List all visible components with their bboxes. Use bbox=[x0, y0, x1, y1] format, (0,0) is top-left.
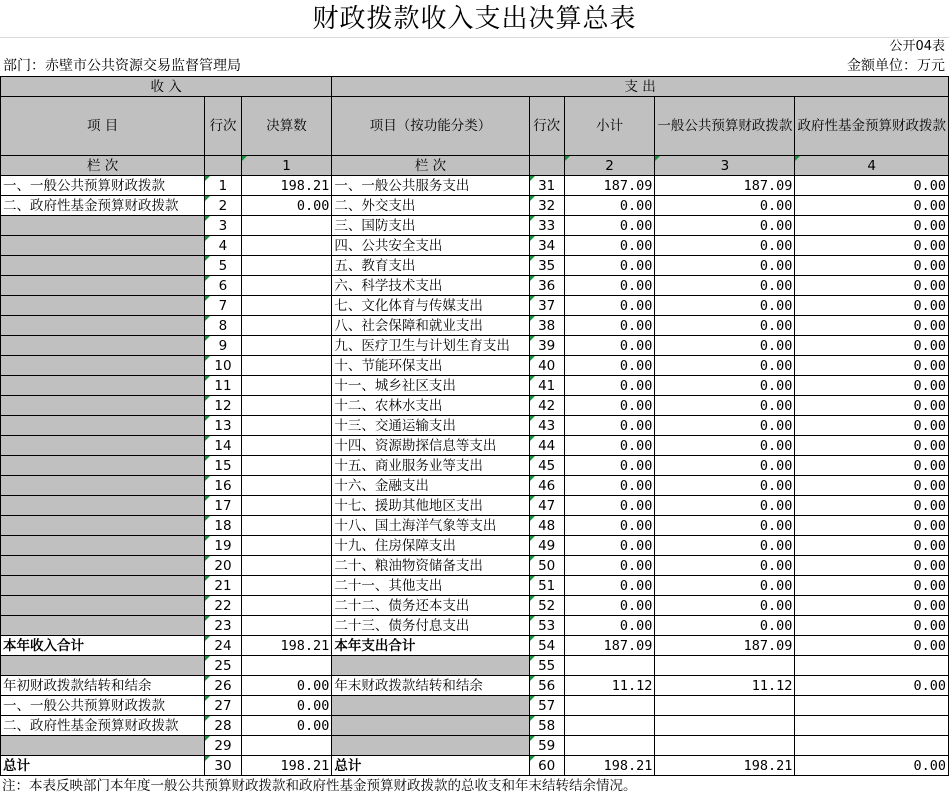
department-label: 部门：赤壁市公共资源交易监督管理局 bbox=[3, 58, 241, 74]
table-row bbox=[1, 636, 949, 656]
table-row bbox=[1, 296, 949, 316]
income-amount-cell[interactable] bbox=[241, 276, 332, 296]
expense-general-budget-cell[interactable]: 0.00 bbox=[655, 216, 795, 236]
income-item-cell[interactable] bbox=[1, 456, 205, 476]
expense-row-no-cell[interactable]: 51 bbox=[529, 576, 564, 596]
expense-subtotal-cell[interactable]: 0.00 bbox=[564, 516, 655, 536]
income-item-cell[interactable] bbox=[1, 436, 205, 456]
footnote: 注：本表反映部门本年度一般公共预算财政拨款和政府性基金预算财政拨款的总收支和年末结转结余情况。 bbox=[2, 778, 637, 794]
expense-row-no-cell[interactable]: 47 bbox=[529, 496, 564, 516]
expense-gov-fund-cell[interactable]: 0.00 bbox=[795, 216, 949, 236]
expense-subtotal-cell[interactable]: 0.00 bbox=[564, 216, 655, 236]
expense-subtotal-cell[interactable]: 0.00 bbox=[564, 196, 655, 216]
col-header-item-func[interactable]: 项目（按功能分类） bbox=[332, 97, 529, 156]
table-row bbox=[1, 236, 949, 256]
expense-general-budget-cell[interactable]: 0.00 bbox=[655, 556, 795, 576]
expense-item-cell[interactable]: 八、社会保障和就业支出 bbox=[332, 316, 529, 336]
income-item-cell[interactable]: 一、一般公共预算财政拨款 bbox=[1, 176, 205, 196]
expense-row-no-cell[interactable]: 55 bbox=[529, 656, 564, 676]
income-amount-cell[interactable] bbox=[241, 456, 332, 476]
expense-item-cell[interactable]: 二十、粮油物资储备支出 bbox=[332, 556, 529, 576]
col-index-2[interactable]: 2 bbox=[564, 156, 655, 176]
expense-subtotal-cell[interactable]: 0.00 bbox=[564, 356, 655, 376]
column-header-row bbox=[1, 97, 949, 156]
expense-general-budget-cell[interactable]: 0.00 bbox=[655, 576, 795, 596]
expense-row-no-cell[interactable]: 56 bbox=[529, 676, 564, 696]
income-item-cell[interactable] bbox=[1, 596, 205, 616]
income-amount-cell[interactable] bbox=[241, 536, 332, 556]
income-amount-cell[interactable] bbox=[241, 256, 332, 276]
expense-row-no-cell[interactable]: 49 bbox=[529, 536, 564, 556]
income-amount-cell[interactable]: 0.00 bbox=[241, 696, 332, 716]
expense-subtotal-cell[interactable]: 0.00 bbox=[564, 596, 655, 616]
expense-row-no-cell[interactable]: 58 bbox=[529, 716, 564, 736]
income-item-cell[interactable] bbox=[1, 516, 205, 536]
expense-subtotal-cell[interactable] bbox=[564, 656, 655, 676]
income-amount-cell[interactable]: 198.21 bbox=[241, 756, 332, 776]
expense-subtotal-cell[interactable]: 0.00 bbox=[564, 296, 655, 316]
expense-gov-fund-cell[interactable] bbox=[795, 716, 949, 736]
expense-gov-fund-cell[interactable]: 0.00 bbox=[795, 296, 949, 316]
expense-general-budget-cell[interactable]: 0.00 bbox=[655, 396, 795, 416]
expense-row-no-cell[interactable]: 38 bbox=[529, 316, 564, 336]
expense-item-cell[interactable]: 十四、资源勘探信息等支出 bbox=[332, 436, 529, 456]
expense-item-cell[interactable]: 十二、农林水支出 bbox=[332, 396, 529, 416]
income-row-no-cell[interactable]: 11 bbox=[205, 376, 241, 396]
expense-item-cell[interactable]: 十、节能环保支出 bbox=[332, 356, 529, 376]
col-header-item[interactable]: 项 目 bbox=[1, 97, 205, 156]
expense-general-budget-cell[interactable]: 11.12 bbox=[655, 676, 795, 696]
income-amount-cell[interactable] bbox=[241, 316, 332, 336]
expense-gov-fund-cell[interactable]: 0.00 bbox=[795, 356, 949, 376]
expense-gov-fund-cell[interactable]: 0.00 bbox=[795, 396, 949, 416]
expense-row-no-cell[interactable]: 45 bbox=[529, 456, 564, 476]
income-item-cell[interactable] bbox=[1, 216, 205, 236]
expense-subtotal-cell[interactable] bbox=[564, 696, 655, 716]
expense-item-cell[interactable]: 一、一般公共服务支出 bbox=[332, 176, 529, 196]
expense-subtotal-cell[interactable]: 0.00 bbox=[564, 436, 655, 456]
expense-general-budget-cell[interactable]: 0.00 bbox=[655, 536, 795, 556]
income-item-cell[interactable] bbox=[1, 416, 205, 436]
expense-item-cell[interactable]: 十三、交通运输支出 bbox=[332, 416, 529, 436]
expense-item-cell[interactable]: 六、科学技术支出 bbox=[332, 276, 529, 296]
expense-subtotal-cell[interactable]: 0.00 bbox=[564, 556, 655, 576]
income-amount-cell[interactable] bbox=[241, 476, 332, 496]
index-blank-cell-2[interactable] bbox=[529, 156, 564, 176]
expense-subtotal-cell[interactable]: 0.00 bbox=[564, 536, 655, 556]
table-row bbox=[1, 256, 949, 276]
expense-subtotal-cell[interactable]: 0.00 bbox=[564, 496, 655, 516]
table-row bbox=[1, 376, 949, 396]
expense-subtotal-cell[interactable]: 0.00 bbox=[564, 456, 655, 476]
table-row bbox=[1, 596, 949, 616]
expense-general-budget-cell[interactable]: 0.00 bbox=[655, 456, 795, 476]
expense-general-budget-cell[interactable]: 0.00 bbox=[655, 376, 795, 396]
income-amount-cell[interactable]: 0.00 bbox=[241, 196, 332, 216]
expense-row-no-cell[interactable]: 32 bbox=[529, 196, 564, 216]
expense-subtotal-cell[interactable] bbox=[564, 736, 655, 756]
expense-item-cell[interactable]: 十一、城乡社区支出 bbox=[332, 376, 529, 396]
table-row bbox=[1, 196, 949, 216]
expense-subtotal-cell[interactable] bbox=[564, 716, 655, 736]
lan-ci-label-2[interactable]: 栏 次 bbox=[332, 156, 529, 176]
table-row bbox=[1, 336, 949, 356]
expense-gov-fund-cell[interactable]: 0.00 bbox=[795, 596, 949, 616]
income-amount-cell[interactable] bbox=[241, 616, 332, 636]
income-amount-cell[interactable] bbox=[241, 516, 332, 536]
expense-item-cell[interactable]: 二十一、其他支出 bbox=[332, 576, 529, 596]
income-amount-cell[interactable] bbox=[241, 296, 332, 316]
form-number: 公开04表 bbox=[889, 39, 945, 54]
income-amount-cell[interactable] bbox=[241, 396, 332, 416]
col-header-gov-fund[interactable]: 政府性基金预算财政拨款 bbox=[795, 97, 949, 156]
expense-row-no-cell[interactable]: 57 bbox=[529, 696, 564, 716]
income-amount-cell[interactable] bbox=[241, 596, 332, 616]
expense-row-no-cell[interactable]: 54 bbox=[529, 636, 564, 656]
column-index-row bbox=[1, 156, 949, 176]
expense-gov-fund-cell[interactable]: 0.00 bbox=[795, 536, 949, 556]
expense-row-no-cell[interactable]: 31 bbox=[529, 176, 564, 196]
income-amount-cell[interactable] bbox=[241, 656, 332, 676]
expense-gov-fund-cell[interactable]: 0.00 bbox=[795, 256, 949, 276]
income-row-no-cell[interactable]: 10 bbox=[205, 356, 241, 376]
income-row-no-cell[interactable]: 8 bbox=[205, 316, 241, 336]
table-row bbox=[1, 356, 949, 376]
expense-item-cell[interactable]: 五、教育支出 bbox=[332, 256, 529, 276]
table-row bbox=[1, 756, 949, 776]
income-row-no-cell[interactable]: 1 bbox=[205, 176, 241, 196]
table-row bbox=[1, 696, 949, 716]
income-row-no-cell[interactable]: 18 bbox=[205, 516, 241, 536]
expense-general-budget-cell[interactable]: 187.09 bbox=[655, 176, 795, 196]
expense-item-cell[interactable]: 本年支出合计 bbox=[332, 636, 529, 656]
expense-item-cell[interactable]: 九、医疗卫生与计划生育支出 bbox=[332, 336, 529, 356]
expense-item-cell[interactable]: 十五、商业服务业等支出 bbox=[332, 456, 529, 476]
expense-row-no-cell[interactable]: 40 bbox=[529, 356, 564, 376]
expense-row-no-cell[interactable]: 44 bbox=[529, 436, 564, 456]
expense-item-cell[interactable]: 十六、金融支出 bbox=[332, 476, 529, 496]
expense-subtotal-cell[interactable]: 0.00 bbox=[564, 576, 655, 596]
col-header-general-budget[interactable]: 一般公共预算财政拨款 bbox=[655, 97, 795, 156]
expense-subtotal-cell[interactable]: 187.09 bbox=[564, 636, 655, 656]
col-header-row-no[interactable]: 行次 bbox=[205, 97, 241, 156]
expense-general-budget-cell[interactable] bbox=[655, 716, 795, 736]
expense-subtotal-cell[interactable]: 0.00 bbox=[564, 616, 655, 636]
expense-gov-fund-cell[interactable]: 0.00 bbox=[795, 196, 949, 216]
income-item-cell[interactable]: 年初财政拨款结转和结余 bbox=[1, 676, 205, 696]
expense-item-cell[interactable]: 四、公共安全支出 bbox=[332, 236, 529, 256]
expense-item-cell[interactable]: 三、国防支出 bbox=[332, 216, 529, 236]
expense-item-cell[interactable]: 年末财政拨款结转和结余 bbox=[332, 676, 529, 696]
income-amount-cell[interactable] bbox=[241, 336, 332, 356]
income-amount-cell[interactable]: 198.21 bbox=[241, 636, 332, 656]
expense-item-cell[interactable]: 总计 bbox=[332, 756, 529, 776]
income-row-no-cell[interactable]: 16 bbox=[205, 476, 241, 496]
expense-gov-fund-cell[interactable]: 0.00 bbox=[795, 436, 949, 456]
expense-subtotal-cell[interactable]: 0.00 bbox=[564, 476, 655, 496]
table-row bbox=[1, 276, 949, 296]
income-item-cell[interactable] bbox=[1, 656, 205, 676]
expense-row-no-cell[interactable]: 35 bbox=[529, 256, 564, 276]
expense-gov-fund-cell[interactable]: 0.00 bbox=[795, 456, 949, 476]
expense-subtotal-cell[interactable]: 0.00 bbox=[564, 276, 655, 296]
income-amount-cell[interactable] bbox=[241, 356, 332, 376]
expense-general-budget-cell[interactable]: 0.00 bbox=[655, 316, 795, 336]
report-title: 财政拨款收入支出决算总表 bbox=[312, 4, 637, 34]
income-row-no-cell[interactable]: 21 bbox=[205, 576, 241, 596]
expense-gov-fund-cell[interactable]: 0.00 bbox=[795, 276, 949, 296]
income-item-cell[interactable]: 总计 bbox=[1, 756, 205, 776]
income-row-no-cell[interactable]: 14 bbox=[205, 436, 241, 456]
expense-gov-fund-cell[interactable]: 0.00 bbox=[795, 516, 949, 536]
expense-header[interactable]: 支 出 bbox=[332, 77, 949, 97]
income-row-no-cell[interactable]: 27 bbox=[205, 696, 241, 716]
expense-gov-fund-cell[interactable]: 0.00 bbox=[795, 376, 949, 396]
income-row-no-cell[interactable]: 17 bbox=[205, 496, 241, 516]
expense-general-budget-cell[interactable] bbox=[655, 656, 795, 676]
col-index-3[interactable]: 3 bbox=[655, 156, 795, 176]
income-amount-cell[interactable] bbox=[241, 216, 332, 236]
expense-subtotal-cell[interactable]: 0.00 bbox=[564, 416, 655, 436]
expense-general-budget-cell[interactable]: 0.00 bbox=[655, 256, 795, 276]
expense-general-budget-cell[interactable]: 0.00 bbox=[655, 496, 795, 516]
expense-row-no-cell[interactable]: 42 bbox=[529, 396, 564, 416]
expense-general-budget-cell[interactable] bbox=[655, 696, 795, 716]
expense-general-budget-cell[interactable]: 0.00 bbox=[655, 356, 795, 376]
table-row bbox=[1, 736, 949, 756]
expense-general-budget-cell[interactable]: 0.00 bbox=[655, 276, 795, 296]
expense-item-cell[interactable]: 十九、住房保障支出 bbox=[332, 536, 529, 556]
income-item-cell[interactable] bbox=[1, 736, 205, 756]
income-item-cell[interactable] bbox=[1, 376, 205, 396]
expense-general-budget-cell[interactable]: 0.00 bbox=[655, 616, 795, 636]
expense-gov-fund-cell[interactable]: 0.00 bbox=[795, 496, 949, 516]
grid-divider bbox=[0, 37, 949, 38]
table-row bbox=[1, 576, 949, 596]
income-item-cell[interactable] bbox=[1, 276, 205, 296]
expense-item-cell[interactable] bbox=[332, 736, 529, 756]
income-item-cell[interactable] bbox=[1, 356, 205, 376]
income-amount-cell[interactable] bbox=[241, 436, 332, 456]
expense-gov-fund-cell[interactable] bbox=[795, 696, 949, 716]
col-header-final-amount[interactable]: 决算数 bbox=[241, 97, 332, 156]
income-amount-cell[interactable]: 0.00 bbox=[241, 676, 332, 696]
income-row-no-cell[interactable]: 3 bbox=[205, 216, 241, 236]
income-item-cell[interactable]: 二、政府性基金预算财政拨款 bbox=[1, 716, 205, 736]
income-row-no-cell[interactable]: 2 bbox=[205, 196, 241, 216]
expense-row-no-cell[interactable]: 33 bbox=[529, 216, 564, 236]
table-row bbox=[1, 616, 949, 636]
section-header-row bbox=[1, 77, 949, 97]
table-row bbox=[1, 716, 949, 736]
table-row bbox=[1, 176, 949, 196]
income-amount-cell[interactable]: 198.21 bbox=[241, 176, 332, 196]
table-row bbox=[1, 496, 949, 516]
expense-row-no-cell[interactable]: 50 bbox=[529, 556, 564, 576]
income-item-cell[interactable]: 一、一般公共预算财政拨款 bbox=[1, 696, 205, 716]
expense-general-budget-cell[interactable]: 198.21 bbox=[655, 756, 795, 776]
expense-row-no-cell[interactable]: 46 bbox=[529, 476, 564, 496]
income-item-cell[interactable] bbox=[1, 576, 205, 596]
lan-ci-label[interactable]: 栏 次 bbox=[1, 156, 205, 176]
expense-subtotal-cell[interactable]: 0.00 bbox=[564, 236, 655, 256]
income-row-no-cell[interactable]: 15 bbox=[205, 456, 241, 476]
table-row bbox=[1, 216, 949, 236]
income-row-no-cell[interactable]: 25 bbox=[205, 656, 241, 676]
expense-gov-fund-cell[interactable]: 0.00 bbox=[795, 616, 949, 636]
expense-row-no-cell[interactable]: 43 bbox=[529, 416, 564, 436]
expense-row-no-cell[interactable]: 34 bbox=[529, 236, 564, 256]
col-index-4[interactable]: 4 bbox=[795, 156, 949, 176]
income-item-cell[interactable] bbox=[1, 236, 205, 256]
expense-gov-fund-cell[interactable]: 0.00 bbox=[795, 316, 949, 336]
expense-row-no-cell[interactable]: 48 bbox=[529, 516, 564, 536]
col-header-row-no-2[interactable]: 行次 bbox=[529, 97, 564, 156]
expense-row-no-cell[interactable]: 53 bbox=[529, 616, 564, 636]
expense-general-budget-cell[interactable]: 0.00 bbox=[655, 436, 795, 456]
expense-row-no-cell[interactable]: 39 bbox=[529, 336, 564, 356]
income-amount-cell[interactable] bbox=[241, 576, 332, 596]
expense-gov-fund-cell[interactable] bbox=[795, 736, 949, 756]
expense-item-cell[interactable]: 二、外交支出 bbox=[332, 196, 529, 216]
expense-subtotal-cell[interactable]: 0.00 bbox=[564, 396, 655, 416]
expense-gov-fund-cell[interactable]: 0.00 bbox=[795, 636, 949, 656]
income-item-cell[interactable] bbox=[1, 396, 205, 416]
income-amount-cell[interactable] bbox=[241, 236, 332, 256]
expense-row-no-cell[interactable]: 59 bbox=[529, 736, 564, 756]
income-item-cell[interactable] bbox=[1, 536, 205, 556]
expense-subtotal-cell[interactable]: 0.00 bbox=[564, 316, 655, 336]
income-row-no-cell[interactable]: 4 bbox=[205, 236, 241, 256]
income-row-no-cell[interactable]: 12 bbox=[205, 396, 241, 416]
income-row-no-cell[interactable]: 7 bbox=[205, 296, 241, 316]
expense-item-cell[interactable]: 十八、国土海洋气象等支出 bbox=[332, 516, 529, 536]
expense-gov-fund-cell[interactable]: 0.00 bbox=[795, 676, 949, 696]
table-row bbox=[1, 556, 949, 576]
expense-subtotal-cell[interactable]: 0.00 bbox=[564, 256, 655, 276]
income-item-cell[interactable] bbox=[1, 336, 205, 356]
expense-general-budget-cell[interactable]: 0.00 bbox=[655, 196, 795, 216]
col-index-1[interactable]: 1 bbox=[241, 156, 332, 176]
expense-gov-fund-cell[interactable]: 0.00 bbox=[795, 476, 949, 496]
expense-subtotal-cell[interactable]: 0.00 bbox=[564, 336, 655, 356]
income-row-no-cell[interactable]: 29 bbox=[205, 736, 241, 756]
budget-table bbox=[0, 76, 949, 776]
income-row-no-cell[interactable]: 6 bbox=[205, 276, 241, 296]
income-row-no-cell[interactable]: 5 bbox=[205, 256, 241, 276]
expense-gov-fund-cell[interactable]: 0.00 bbox=[795, 336, 949, 356]
income-row-no-cell[interactable]: 28 bbox=[205, 716, 241, 736]
table-row bbox=[1, 396, 949, 416]
expense-item-cell[interactable] bbox=[332, 656, 529, 676]
expense-gov-fund-cell[interactable]: 0.00 bbox=[795, 236, 949, 256]
income-header[interactable]: 收 入 bbox=[1, 77, 332, 97]
expense-gov-fund-cell[interactable]: 0.00 bbox=[795, 176, 949, 196]
income-amount-cell[interactable]: 0.00 bbox=[241, 716, 332, 736]
income-row-no-cell[interactable]: 26 bbox=[205, 676, 241, 696]
expense-item-cell[interactable]: 七、文化体育与传媒支出 bbox=[332, 296, 529, 316]
income-row-no-cell[interactable]: 9 bbox=[205, 336, 241, 356]
table-row bbox=[1, 656, 949, 676]
income-item-cell[interactable] bbox=[1, 556, 205, 576]
expense-row-no-cell[interactable]: 41 bbox=[529, 376, 564, 396]
income-row-no-cell[interactable]: 20 bbox=[205, 556, 241, 576]
index-blank-cell[interactable] bbox=[205, 156, 241, 176]
expense-item-cell[interactable] bbox=[332, 696, 529, 716]
expense-gov-fund-cell[interactable]: 0.00 bbox=[795, 576, 949, 596]
unit-label: 金额单位：万元 bbox=[847, 58, 945, 74]
expense-row-no-cell[interactable]: 37 bbox=[529, 296, 564, 316]
expense-gov-fund-cell[interactable]: 0.00 bbox=[795, 416, 949, 436]
expense-subtotal-cell[interactable]: 0.00 bbox=[564, 376, 655, 396]
income-item-cell[interactable] bbox=[1, 616, 205, 636]
expense-general-budget-cell[interactable] bbox=[655, 736, 795, 756]
income-amount-cell[interactable] bbox=[241, 376, 332, 396]
expense-row-no-cell[interactable]: 36 bbox=[529, 276, 564, 296]
income-row-no-cell[interactable]: 22 bbox=[205, 596, 241, 616]
table-row bbox=[1, 456, 949, 476]
expense-general-budget-cell[interactable]: 0.00 bbox=[655, 596, 795, 616]
expense-general-budget-cell[interactable]: 0.00 bbox=[655, 476, 795, 496]
income-row-no-cell[interactable]: 30 bbox=[205, 756, 241, 776]
income-row-no-cell[interactable]: 13 bbox=[205, 416, 241, 436]
table-row bbox=[1, 676, 949, 696]
col-header-subtotal[interactable]: 小计 bbox=[564, 97, 655, 156]
expense-general-budget-cell[interactable]: 0.00 bbox=[655, 236, 795, 256]
expense-item-cell[interactable]: 二十二、债务还本支出 bbox=[332, 596, 529, 616]
income-item-cell[interactable]: 二、政府性基金预算财政拨款 bbox=[1, 196, 205, 216]
expense-general-budget-cell[interactable]: 0.00 bbox=[655, 296, 795, 316]
expense-general-budget-cell[interactable]: 0.00 bbox=[655, 416, 795, 436]
expense-row-no-cell[interactable]: 52 bbox=[529, 596, 564, 616]
expense-item-cell[interactable] bbox=[332, 716, 529, 736]
income-row-no-cell[interactable]: 23 bbox=[205, 616, 241, 636]
income-item-cell[interactable]: 本年收入合计 bbox=[1, 636, 205, 656]
income-item-cell[interactable] bbox=[1, 296, 205, 316]
income-amount-cell[interactable] bbox=[241, 556, 332, 576]
expense-gov-fund-cell[interactable] bbox=[795, 656, 949, 676]
expense-subtotal-cell[interactable]: 198.21 bbox=[564, 756, 655, 776]
expense-gov-fund-cell[interactable]: 0.00 bbox=[795, 556, 949, 576]
income-amount-cell[interactable] bbox=[241, 416, 332, 436]
income-row-no-cell[interactable]: 19 bbox=[205, 536, 241, 556]
table-row bbox=[1, 516, 949, 536]
table-row bbox=[1, 536, 949, 556]
table-row bbox=[1, 436, 949, 456]
income-item-cell[interactable] bbox=[1, 496, 205, 516]
expense-item-cell[interactable]: 二十三、债务付息支出 bbox=[332, 616, 529, 636]
table-row bbox=[1, 416, 949, 436]
expense-gov-fund-cell[interactable]: 0.00 bbox=[795, 756, 949, 776]
income-item-cell[interactable] bbox=[1, 476, 205, 496]
expense-subtotal-cell[interactable]: 187.09 bbox=[564, 176, 655, 196]
income-amount-cell[interactable] bbox=[241, 496, 332, 516]
income-amount-cell[interactable] bbox=[241, 736, 332, 756]
table-row bbox=[1, 476, 949, 496]
expense-row-no-cell[interactable]: 60 bbox=[529, 756, 564, 776]
expense-general-budget-cell[interactable]: 0.00 bbox=[655, 336, 795, 356]
income-item-cell[interactable] bbox=[1, 256, 205, 276]
income-row-no-cell[interactable]: 24 bbox=[205, 636, 241, 656]
expense-general-budget-cell[interactable]: 0.00 bbox=[655, 516, 795, 536]
expense-subtotal-cell[interactable]: 11.12 bbox=[564, 676, 655, 696]
expense-general-budget-cell[interactable]: 187.09 bbox=[655, 636, 795, 656]
expense-item-cell[interactable]: 十七、援助其他地区支出 bbox=[332, 496, 529, 516]
income-item-cell[interactable] bbox=[1, 316, 205, 336]
table-row bbox=[1, 316, 949, 336]
